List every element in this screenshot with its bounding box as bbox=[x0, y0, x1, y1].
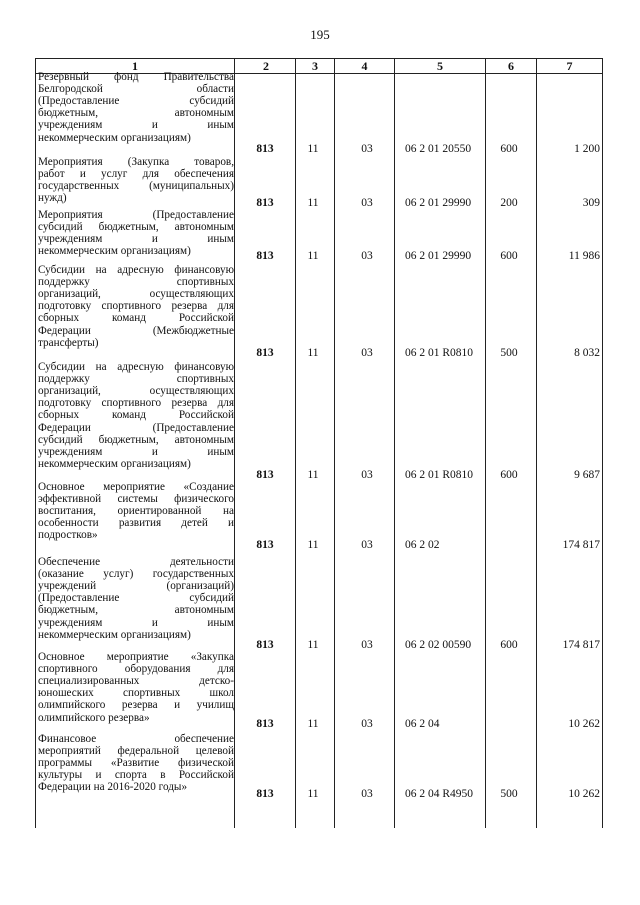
row-section: 11 bbox=[307, 347, 319, 359]
row-expense-type: 500 bbox=[500, 788, 518, 800]
description-line: подростков» bbox=[38, 529, 98, 542]
header-col-6: 6 bbox=[508, 59, 514, 73]
row-section: 11 bbox=[307, 639, 319, 651]
header-col-5: 5 bbox=[437, 59, 443, 73]
row-section: 11 bbox=[307, 469, 319, 481]
description-line: программы «Развитие физической bbox=[38, 757, 234, 770]
description-line: культуры и спорта в Российской bbox=[38, 769, 234, 782]
description-line: бюджетным, автономным bbox=[38, 107, 234, 120]
description-line: работ и услуг для обеспечения bbox=[38, 168, 234, 181]
row-amount: 1 200 bbox=[574, 143, 600, 155]
description-line: особенности развития детей и bbox=[38, 517, 234, 530]
row-subsection: 03 bbox=[361, 469, 373, 481]
description-line: Федерации (Предоставление bbox=[38, 421, 234, 434]
description-line: трансферты) bbox=[38, 336, 99, 349]
description-line: бюджетным, автономным bbox=[38, 604, 234, 617]
row-section: 11 bbox=[307, 143, 319, 155]
header-col-1: 1 bbox=[132, 59, 138, 73]
description-line: субсидий бюджетным, автономным bbox=[38, 221, 234, 234]
description-line: Основное мероприятие «Закупка bbox=[38, 651, 234, 663]
row-expense-type: 500 bbox=[500, 347, 518, 359]
description-line: Субсидии на адресную финансовую bbox=[38, 264, 234, 276]
description-line: организаций, осуществляющих bbox=[38, 385, 234, 398]
header-col-7: 7 bbox=[566, 59, 573, 73]
row-subsection: 03 bbox=[361, 250, 373, 262]
description-line: воспитания, ориентированной на bbox=[38, 505, 234, 518]
row-target-article: 06 2 01 20550 bbox=[405, 143, 472, 155]
description-line: учреждениям и иным bbox=[38, 616, 234, 629]
row-section: 11 bbox=[307, 197, 319, 209]
header-col-3: 3 bbox=[312, 59, 318, 73]
row-code-ministry: 813 bbox=[256, 143, 274, 155]
description-line: учреждениям и иным bbox=[38, 119, 234, 132]
row-code-ministry: 813 bbox=[256, 250, 274, 262]
description-line: Мероприятия (Предоставление bbox=[38, 209, 234, 221]
row-amount: 11 986 bbox=[568, 250, 600, 262]
description-line: олимпийского резерва и училищ bbox=[38, 699, 234, 712]
row-subsection: 03 bbox=[361, 197, 373, 209]
description-line: (оказание услуг) государственных bbox=[38, 568, 234, 581]
row-code-ministry: 813 bbox=[256, 347, 274, 359]
row-target-article: 06 2 01 R0810 bbox=[405, 347, 474, 359]
row-subsection: 03 bbox=[361, 347, 373, 359]
description-line: учреждений (организаций) bbox=[38, 580, 234, 593]
description-line: субсидий бюджетным, автономным bbox=[38, 433, 234, 446]
description-line: поддержку спортивных bbox=[38, 373, 234, 386]
description-line: учреждениям и иным bbox=[38, 233, 234, 246]
description-line: Обеспечение деятельности bbox=[38, 556, 234, 568]
row-expense-type: 600 bbox=[500, 639, 518, 651]
row-target-article: 06 2 01 R0810 bbox=[405, 469, 474, 481]
header-col-2: 2 bbox=[263, 59, 269, 73]
description-line: юношеских спортивных школ bbox=[38, 687, 234, 700]
row-amount: 174 817 bbox=[562, 539, 600, 551]
row-subsection: 03 bbox=[361, 639, 373, 651]
row-amount: 10 262 bbox=[568, 788, 600, 800]
row-amount: 174 817 bbox=[562, 639, 600, 651]
row-section: 11 bbox=[307, 788, 319, 800]
row-amount: 8 032 bbox=[574, 347, 600, 359]
row-subsection: 03 bbox=[361, 539, 373, 551]
row-section: 11 bbox=[307, 718, 319, 730]
description-line: Субсидии на адресную финансовую bbox=[38, 361, 234, 373]
description-line: Резервный фонд Правительства bbox=[38, 71, 234, 83]
description-line: некоммерческим организациям) bbox=[38, 457, 191, 470]
row-target-article: 06 2 04 R4950 bbox=[405, 788, 474, 800]
row-code-ministry: 813 bbox=[256, 718, 274, 730]
description-line: Мероприятия (Закупка товаров, bbox=[38, 156, 234, 168]
description-line: Федерации на 2016-2020 годы» bbox=[38, 781, 188, 794]
description-line: некоммерческим организациям) bbox=[38, 628, 191, 641]
row-subsection: 03 bbox=[361, 718, 373, 730]
row-amount: 9 687 bbox=[574, 469, 600, 481]
description-line: Федерации (Межбюджетные bbox=[38, 324, 234, 337]
row-code-ministry: 813 bbox=[256, 197, 274, 209]
description-line: подготовку спортивного резерва для bbox=[38, 300, 234, 313]
page-number: 195 bbox=[310, 27, 330, 42]
row-code-ministry: 813 bbox=[256, 539, 274, 551]
description-line: (Предоставление субсидий bbox=[38, 95, 234, 108]
description-line: поддержку спортивных bbox=[38, 276, 234, 289]
row-subsection: 03 bbox=[361, 788, 373, 800]
row-target-article: 06 2 01 29990 bbox=[405, 197, 472, 209]
row-section: 11 bbox=[307, 250, 319, 262]
description-line: мероприятий федеральной целевой bbox=[38, 745, 234, 758]
row-expense-type: 600 bbox=[500, 250, 518, 262]
description-line: Белгородской области bbox=[38, 83, 234, 96]
description-line: Основное мероприятие «Создание bbox=[38, 481, 234, 493]
description-line: подготовку спортивного резерва для bbox=[38, 397, 234, 410]
description-line: сборных команд Российской bbox=[38, 409, 234, 422]
description-line: организаций, осуществляющих bbox=[38, 288, 234, 301]
row-target-article: 06 2 02 00590 bbox=[405, 639, 472, 651]
description-line: спортивного оборудования для bbox=[38, 663, 234, 676]
description-line: некоммерческим организациям) bbox=[38, 131, 191, 144]
row-amount: 309 bbox=[582, 197, 600, 209]
row-amount: 10 262 bbox=[568, 718, 600, 730]
description-line: Финансовое обеспечение bbox=[38, 733, 234, 745]
row-target-article: 06 2 04 bbox=[405, 718, 440, 730]
row-target-article: 06 2 01 29990 bbox=[405, 250, 472, 262]
row-expense-type: 600 bbox=[500, 469, 518, 481]
description-line: некоммерческим организациям) bbox=[38, 245, 191, 258]
description-line: сборных команд Российской bbox=[38, 312, 234, 325]
row-code-ministry: 813 bbox=[256, 639, 274, 651]
description-line: учреждениям и иным bbox=[38, 445, 234, 458]
row-section: 11 bbox=[307, 539, 319, 551]
row-target-article: 06 2 02 bbox=[405, 539, 440, 551]
row-expense-type: 600 bbox=[500, 143, 518, 155]
row-code-ministry: 813 bbox=[256, 788, 274, 800]
description-line: эффективной системы физического bbox=[38, 493, 234, 506]
description-line: (Предоставление субсидий bbox=[38, 592, 234, 605]
description-line: олимпийского резерва» bbox=[38, 711, 150, 724]
description-line: нужд) bbox=[38, 192, 67, 205]
header-col-4: 4 bbox=[361, 59, 368, 73]
description-line: специализированных детско- bbox=[38, 675, 234, 688]
description-line: государственных (муниципальных) bbox=[38, 180, 234, 193]
row-expense-type: 200 bbox=[500, 197, 518, 209]
row-subsection: 03 bbox=[361, 143, 373, 155]
row-code-ministry: 813 bbox=[256, 469, 274, 481]
